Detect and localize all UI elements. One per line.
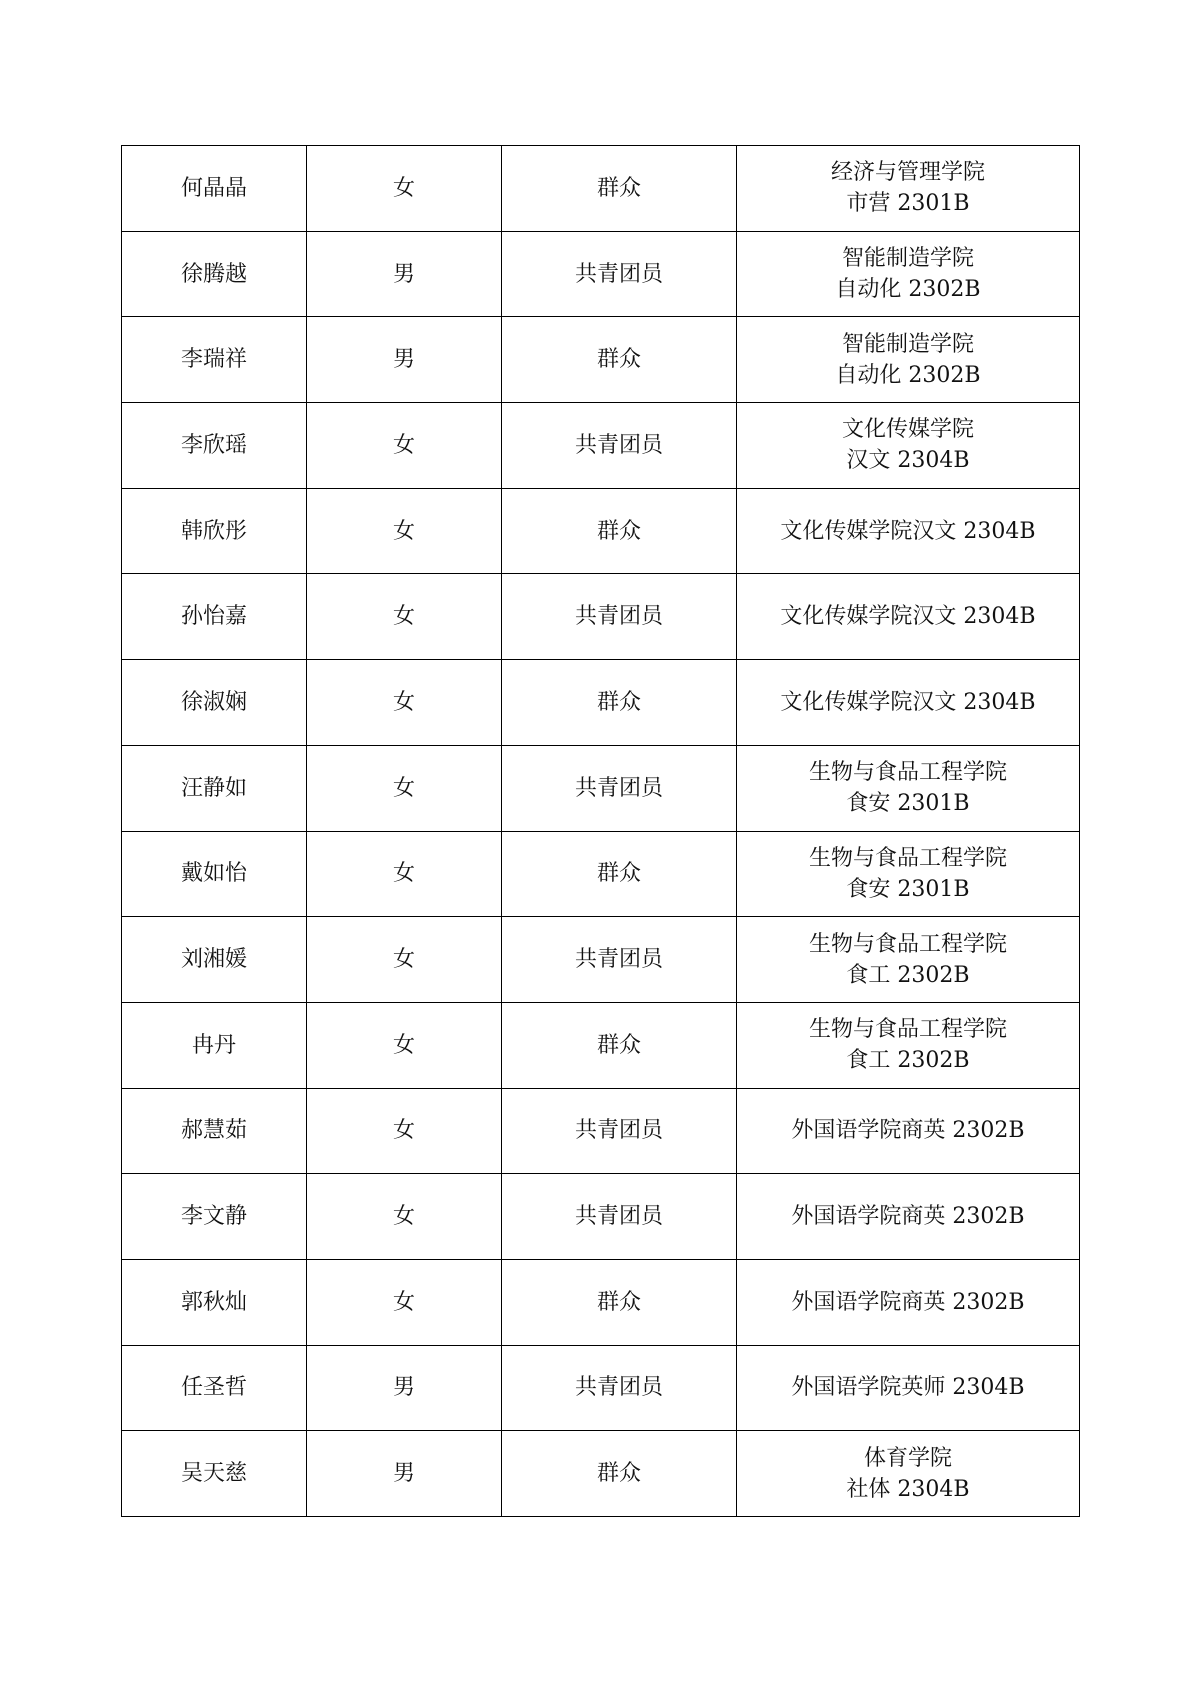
table-row <box>122 1088 1080 1174</box>
affiliation-line: 经济与管理学院 <box>830 160 985 186</box>
table-row <box>122 146 1080 232</box>
table-row <box>122 1174 1080 1260</box>
name-cell: 徐淑娴 <box>122 660 307 746</box>
gender-cell: 女 <box>307 403 502 489</box>
affiliation-line: 文化传媒学院汉文 2304B <box>780 604 1036 630</box>
gender-cell: 女 <box>307 1088 502 1174</box>
political-status-cell: 群众 <box>502 488 737 574</box>
affiliation-line: 社体 2304B <box>846 1476 970 1502</box>
political-status-cell: 共青团员 <box>502 403 737 489</box>
political-status-cell: 群众 <box>502 146 737 232</box>
affiliation-line: 自动化 2302B <box>835 277 981 303</box>
affiliation-cell <box>737 403 1080 489</box>
political-status-cell: 共青团员 <box>502 1174 737 1260</box>
affiliation-line: 市营 2301B <box>846 191 970 217</box>
name-cell: 徐腾越 <box>122 231 307 317</box>
political-status-cell: 群众 <box>502 1259 737 1345</box>
affiliation-line: 智能制造学院 <box>841 331 974 357</box>
political-status-cell: 群众 <box>502 831 737 917</box>
political-status-cell: 群众 <box>502 660 737 746</box>
table-row <box>122 1259 1080 1345</box>
political-status-cell: 群众 <box>502 1431 737 1517</box>
affiliation-line: 智能制造学院 <box>841 246 974 272</box>
table-row <box>122 574 1080 660</box>
gender-cell: 女 <box>307 660 502 746</box>
affiliation-cell <box>737 1088 1080 1174</box>
affiliation-line: 外国语学院商英 2302B <box>791 1289 1025 1315</box>
affiliation-line: 生物与食品工程学院 <box>808 931 1007 957</box>
political-status-cell: 共青团员 <box>502 917 737 1003</box>
gender-cell: 男 <box>307 317 502 403</box>
gender-cell: 男 <box>307 1345 502 1431</box>
political-status-cell: 共青团员 <box>502 1088 737 1174</box>
roster-body <box>122 146 1080 1517</box>
affiliation-cell <box>737 231 1080 317</box>
affiliation-line: 自动化 2302B <box>835 362 981 388</box>
political-status-cell: 共青团员 <box>502 231 737 317</box>
table-row <box>122 317 1080 403</box>
name-cell: 李瑞祥 <box>122 317 307 403</box>
political-status-cell: 群众 <box>502 1002 737 1088</box>
gender-cell: 男 <box>307 231 502 317</box>
name-cell: 戴如怡 <box>122 831 307 917</box>
affiliation-line: 外国语学院英师 2304B <box>791 1375 1025 1401</box>
affiliation-line: 食工 2302B <box>846 1048 970 1074</box>
affiliation-line: 外国语学院商英 2302B <box>791 1118 1025 1144</box>
affiliation-cell <box>737 488 1080 574</box>
name-cell: 李欣瑶 <box>122 403 307 489</box>
name-cell: 郭秋灿 <box>122 1259 307 1345</box>
gender-cell: 女 <box>307 831 502 917</box>
affiliation-line: 食安 2301B <box>846 791 970 817</box>
table-row <box>122 1002 1080 1088</box>
name-cell: 吴天慈 <box>122 1431 307 1517</box>
affiliation-line: 体育学院 <box>863 1445 952 1471</box>
name-cell: 冉丹 <box>122 1002 307 1088</box>
political-status-cell: 共青团员 <box>502 1345 737 1431</box>
affiliation-cell <box>737 1259 1080 1345</box>
table-row <box>122 488 1080 574</box>
affiliation-cell <box>737 1345 1080 1431</box>
affiliation-line: 生物与食品工程学院 <box>808 1017 1007 1043</box>
gender-cell: 女 <box>307 488 502 574</box>
name-cell: 任圣哲 <box>122 1345 307 1431</box>
table-row <box>122 917 1080 1003</box>
gender-cell: 男 <box>307 1431 502 1517</box>
name-cell: 孙怡嘉 <box>122 574 307 660</box>
name-cell: 韩欣彤 <box>122 488 307 574</box>
gender-cell: 女 <box>307 1259 502 1345</box>
name-cell: 李文静 <box>122 1174 307 1260</box>
gender-cell: 女 <box>307 1002 502 1088</box>
student-roster-table <box>121 145 1080 1517</box>
affiliation-line: 食安 2301B <box>846 876 970 902</box>
gender-cell: 女 <box>307 574 502 660</box>
affiliation-cell <box>737 831 1080 917</box>
affiliation-line: 食工 2302B <box>846 962 970 988</box>
gender-cell: 女 <box>307 146 502 232</box>
affiliation-line: 生物与食品工程学院 <box>808 760 1007 786</box>
name-cell: 何晶晶 <box>122 146 307 232</box>
affiliation-line: 外国语学院商英 2302B <box>791 1204 1025 1230</box>
affiliation-cell <box>737 660 1080 746</box>
table-row <box>122 1431 1080 1517</box>
political-status-cell: 共青团员 <box>502 574 737 660</box>
affiliation-cell <box>737 745 1080 831</box>
affiliation-cell <box>737 1174 1080 1260</box>
affiliation-cell <box>737 146 1080 232</box>
table-row <box>122 403 1080 489</box>
table-row <box>122 745 1080 831</box>
affiliation-cell <box>737 1002 1080 1088</box>
table-row <box>122 1345 1080 1431</box>
affiliation-cell <box>737 1431 1080 1517</box>
name-cell: 刘湘媛 <box>122 917 307 1003</box>
name-cell: 郝慧茹 <box>122 1088 307 1174</box>
affiliation-line: 生物与食品工程学院 <box>808 845 1007 871</box>
gender-cell: 女 <box>307 1174 502 1260</box>
affiliation-cell <box>737 917 1080 1003</box>
affiliation-cell <box>737 574 1080 660</box>
gender-cell: 女 <box>307 917 502 1003</box>
name-cell: 汪静如 <box>122 745 307 831</box>
table-row <box>122 831 1080 917</box>
affiliation-line: 文化传媒学院 <box>841 417 974 443</box>
affiliation-cell <box>737 317 1080 403</box>
affiliation-line: 汉文 2304B <box>846 448 970 474</box>
political-status-cell: 群众 <box>502 317 737 403</box>
affiliation-line: 文化传媒学院汉文 2304B <box>780 689 1036 715</box>
affiliation-line: 文化传媒学院汉文 2304B <box>780 518 1036 544</box>
table-row <box>122 231 1080 317</box>
gender-cell: 女 <box>307 745 502 831</box>
table-row <box>122 660 1080 746</box>
political-status-cell: 共青团员 <box>502 745 737 831</box>
